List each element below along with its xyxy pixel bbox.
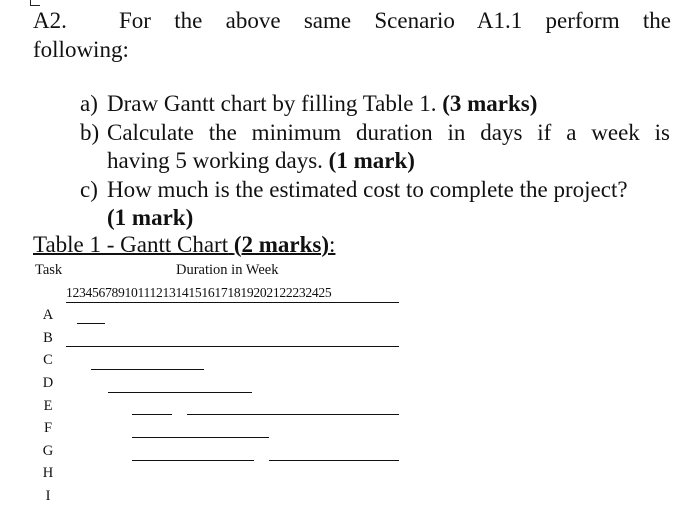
part-c — [80, 176, 672, 233]
part-b-text-line2: having 5 working days. — [107, 148, 323, 173]
task-label-i: I — [45, 488, 51, 504]
part-c-marks: (1 mark) — [107, 205, 194, 230]
question-header — [33, 6, 673, 64]
task-label-d: D — [42, 375, 54, 391]
part-a-marks: (3 marks) — [442, 91, 538, 116]
task-label-a: A — [42, 307, 54, 323]
gantt-bar-g2 — [269, 460, 399, 461]
part-a-label: a) — [80, 91, 98, 116]
task-label-b: B — [43, 330, 53, 346]
gantt-bar-g1 — [132, 460, 254, 461]
part-b-marks: (1 mark) — [328, 148, 415, 173]
question-number: A2. — [33, 8, 67, 33]
part-b-label: b) — [80, 119, 100, 145]
gantt-bar-e2 — [187, 414, 399, 415]
task-label-c: C — [43, 352, 53, 368]
part-c-label: c) — [80, 176, 98, 202]
task-header: Task — [35, 262, 63, 278]
gantt-bar-d — [108, 392, 252, 393]
gantt-bar-f — [132, 437, 269, 438]
task-label-h: H — [42, 465, 54, 481]
task-label-g: G — [42, 443, 54, 459]
table-title-marks: (2 marks) — [233, 232, 330, 257]
table-title-colon: : — [329, 232, 336, 257]
question-parts — [80, 90, 672, 233]
gantt-bar-c — [91, 369, 204, 370]
weeks-row: 12345678910111213141516171819202122232425 — [66, 285, 332, 300]
question-text-line1: For the above same Scenario A1.1 perform the — [119, 8, 671, 33]
duration-header: Duration in Week — [176, 262, 279, 278]
task-label-e: E — [43, 398, 53, 414]
part-c-text-line1: How much is the estimated cost to complete the project? — [107, 176, 628, 202]
task-label-f: F — [43, 420, 53, 436]
table-title-text: Table 1 - Gantt Chart — [33, 232, 229, 257]
part-a-text: Draw Gantt chart by filling Table 1. — [107, 91, 437, 116]
gantt-bar-a — [77, 323, 105, 324]
gantt-bar-e1 — [132, 414, 172, 415]
header-rule — [66, 302, 399, 303]
question-text-line2: following: — [33, 37, 129, 62]
part-b — [80, 119, 672, 176]
gantt-bar-b — [66, 346, 399, 347]
part-b-line2 — [80, 147, 672, 176]
table-title — [33, 232, 335, 258]
part-a — [80, 90, 672, 119]
part-b-text-line1: Calculate the minimum duration in days if a week is — [107, 119, 670, 145]
